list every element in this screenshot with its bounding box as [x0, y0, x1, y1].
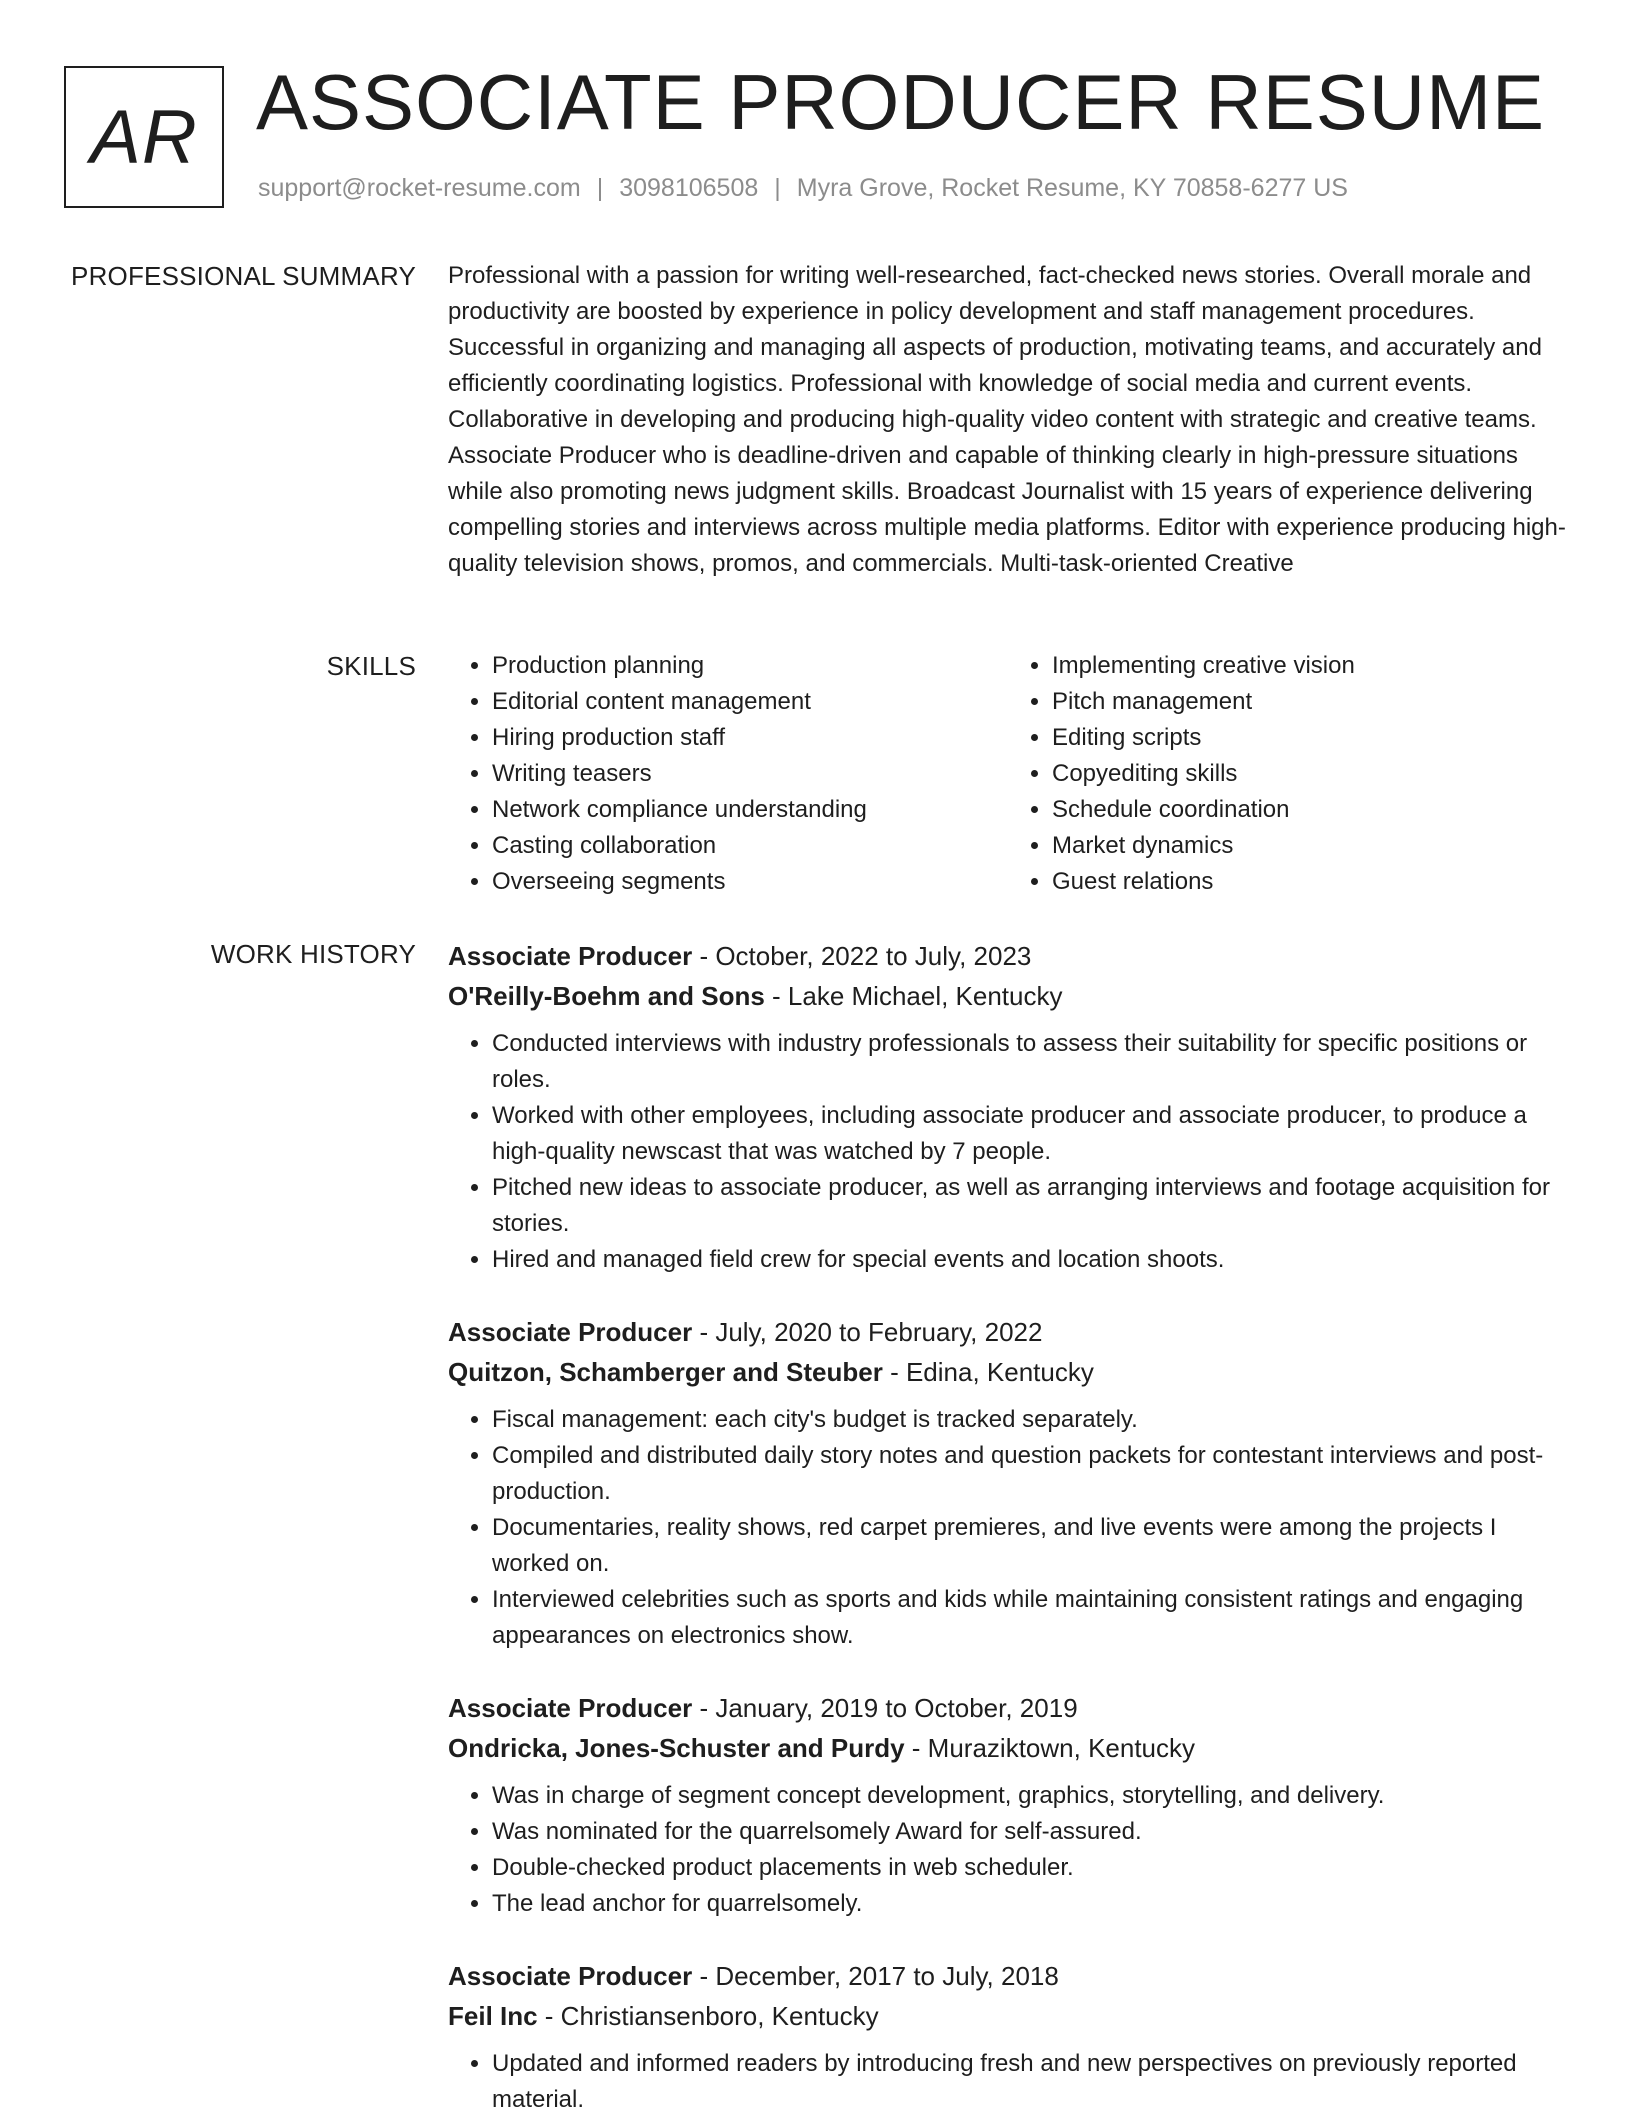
skill-item: • Editorial content management — [492, 684, 1008, 720]
job-bullet: • Worked with other employees, including associate producer and associate producer, to produce a high-quality newscast that was watched by 7 people. — [492, 1098, 1568, 1170]
skill-item: • Writing teasers — [492, 756, 1008, 792]
job-title-line — [448, 1688, 1568, 1728]
job-title: Associate Producer — [448, 1693, 693, 1723]
job-dates: - December, 2017 to July, 2018 — [692, 1961, 1059, 1991]
skills-list-left — [448, 648, 1008, 900]
work-history-body — [448, 936, 1568, 2112]
skill-item: • Guest relations — [1052, 864, 1568, 900]
job-location: - Lake Michael, Kentucky — [764, 981, 1063, 1011]
job-entry — [448, 1312, 1568, 1654]
job-dates: - October, 2022 to July, 2023 — [692, 941, 1032, 971]
job-title-line — [448, 1956, 1568, 1996]
work-history-heading: WORK HISTORY — [210, 939, 416, 969]
skill-item: • Market dynamics — [1052, 828, 1568, 864]
page-title: ASSOCIATE PRODUCER RESUME — [256, 58, 1546, 146]
job-company-line — [448, 1352, 1568, 1392]
job-entry — [448, 936, 1568, 1278]
job-location: - Edina, Kentucky — [882, 1357, 1094, 1387]
skill-item: • Overseeing segments — [492, 864, 1008, 900]
job-bullet-list — [448, 2046, 1568, 2112]
contact-line — [258, 174, 1348, 203]
skill-item: • Schedule coordination — [1052, 792, 1568, 828]
job-title-line — [448, 1312, 1568, 1352]
job-title: Associate Producer — [448, 1317, 693, 1347]
skill-item: • Casting collaboration — [492, 828, 1008, 864]
job-company-line — [448, 1996, 1568, 2036]
job-company-line — [448, 1728, 1568, 1768]
job-company: Quitzon, Schamberger and Steuber — [448, 1357, 883, 1387]
job-entry — [448, 1688, 1568, 1922]
job-location: - Muraziktown, Kentucky — [904, 1733, 1196, 1763]
job-entry — [448, 1956, 1568, 2112]
contact-separator: | — [596, 174, 604, 202]
skills-body — [448, 648, 1568, 900]
job-title: Associate Producer — [448, 941, 693, 971]
summary-body — [448, 258, 1568, 582]
job-bullet: • Double-checked product placements in web scheduler. — [492, 1850, 1568, 1886]
job-bullet-list — [448, 1402, 1568, 1654]
job-bullet: • Pitched new ideas to associate producer, as well as arranging interviews and footage acquisition for stories. — [492, 1170, 1568, 1242]
job-bullet-list — [448, 1778, 1568, 1922]
monogram-logo: AR — [64, 66, 224, 208]
skill-item: • Implementing creative vision — [1052, 648, 1568, 684]
job-company: O'Reilly-Boehm and Sons — [448, 981, 765, 1011]
skill-item: • Production planning — [492, 648, 1008, 684]
job-bullet: • The lead anchor for quarrelsomely. — [492, 1886, 1568, 1922]
contact-address: Myra Grove, Rocket Resume, KY 70858-6277 US — [796, 174, 1348, 202]
contact-separator: | — [774, 174, 781, 202]
job-bullet: • Compiled and distributed daily story notes and question packets for contestant interviews and post-production. — [492, 1438, 1568, 1510]
contact-phone[interactable]: 3098106508 — [619, 174, 759, 202]
job-bullet-list — [448, 1026, 1568, 1278]
summary-text: Professional with a passion for writing well-researched, fact-checked news stories. Overall morale and productivity are boosted by experience in policy development and staff management procedures. Successful in organizing and managing all aspects of production, motivating teams, and accurately and efficiently coordinating logistics. Professional with knowledge of social media and current events. Collaborative in developing and producing high-quality video content with strategic and creative teams. Associate Producer who is deadline-driven and capable of thinking clearly in high-pressure situations while also promoting news judgment skills. Broadcast Journalist with 15 years of experience delivering compelling stories and interviews across multiple media platforms. Editor with experience producing high-quality television shows, promos, and commercials. Multi-task-oriented Creative — [448, 262, 1566, 577]
job-dates: - July, 2020 to February, 2022 — [692, 1317, 1043, 1347]
job-bullet: • Documentaries, reality shows, red carpet premieres, and live events were among the projects I worked on. — [492, 1510, 1568, 1582]
summary-heading: PROFESSIONAL SUMMARY — [71, 261, 416, 291]
job-bullet: • Was nominated for the quarrelsomely Award for self-assured. — [492, 1814, 1568, 1850]
skills-heading: SKILLS — [326, 651, 416, 681]
job-bullet: • Conducted interviews with industry professionals to assess their suitability for specific positions or roles. — [492, 1026, 1568, 1098]
skill-item: • Copyediting skills — [1052, 756, 1568, 792]
job-title: Associate Producer — [448, 1961, 693, 1991]
job-title-line — [448, 936, 1568, 976]
job-company: Ondricka, Jones-Schuster and Purdy — [448, 1733, 905, 1763]
skill-item: • Network compliance understanding — [492, 792, 1008, 828]
skill-item: • Editing scripts — [1052, 720, 1568, 756]
skill-item: • Pitch management — [1052, 684, 1568, 720]
job-bullet: • Updated and informed readers by introducing fresh and new perspectives on previously reported material. — [492, 2046, 1568, 2112]
skills-list-right — [1008, 648, 1568, 900]
job-bullet: • Was in charge of segment concept development, graphics, storytelling, and delivery. — [492, 1778, 1568, 1814]
job-company-line — [448, 976, 1568, 1016]
skill-item: • Hiring production staff — [492, 720, 1008, 756]
contact-email[interactable]: support@rocket-resume.com — [258, 174, 581, 202]
job-bullet: • Fiscal management: each city's budget is tracked separately. — [492, 1402, 1568, 1438]
job-company: Feil Inc — [448, 2001, 538, 2031]
job-bullet: • Hired and managed field crew for special events and location shoots. — [492, 1242, 1568, 1278]
job-location: - Christiansenboro, Kentucky — [537, 2001, 879, 2031]
job-bullet: • Interviewed celebrities such as sports and kids while maintaining consistent ratings and engaging appearances on electronics show. — [492, 1582, 1568, 1654]
job-dates: - January, 2019 to October, 2019 — [692, 1693, 1078, 1723]
